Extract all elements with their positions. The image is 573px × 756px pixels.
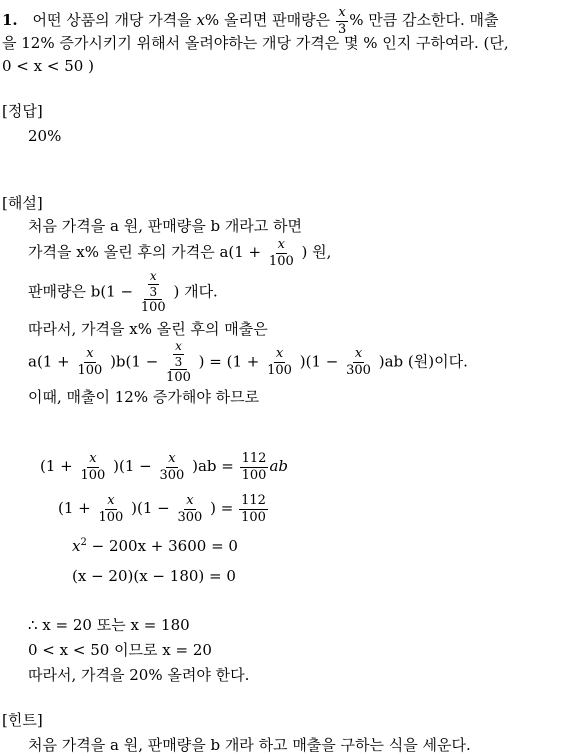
- exp-l5-a: a(1 +: [28, 352, 70, 371]
- problem-line-2: 을 12% 증가시키기 위해서 올려야하는 개당 가격은 몇 % 인지 구하여라. (단,: [2, 34, 509, 52]
- explanation-header: [해설]: [2, 194, 43, 212]
- exp-l5-f1-num: x: [86, 346, 94, 362]
- explanation-line-6: 이때, 매출이 12% 증가해야 하므로: [28, 388, 260, 406]
- exp-l3-b: ) 개다.: [173, 282, 218, 301]
- eq1-frac-2: [158, 452, 187, 482]
- exp-l5-f2-inner: [173, 340, 185, 368]
- problem-text-1a: 어떤 상품의 개당 가격을: [32, 11, 192, 30]
- hint-header: [힌트]: [2, 711, 43, 729]
- exp-l5-e: )ab (원)이다.: [378, 352, 468, 371]
- explanation-line-3: [28, 270, 218, 315]
- exp-l3-frac: [139, 270, 168, 315]
- explanation-line-1: 처음 가격을 a 원, 판매량을 b 개라고 하면: [28, 217, 303, 235]
- eq2-frac-2: [176, 494, 205, 524]
- equation-2: [58, 494, 269, 524]
- problem-text-1c: % 만큼 감소한다. 매출: [349, 11, 499, 30]
- conclusion-1: ∴ x = 20 또는 x = 180: [28, 616, 190, 634]
- exp-l5-f3-num: x: [275, 346, 284, 362]
- eq3-rest: − 200x + 3600 = 0: [86, 537, 238, 555]
- exp-l2-den: 100: [268, 253, 294, 269]
- exp-l5-c: ) = (1 +: [198, 352, 260, 371]
- explanation-line-4: 따라서, 가격을 x% 올린 후의 매출은: [28, 320, 268, 338]
- eq2-frac-1: [97, 494, 126, 524]
- exp-l5-f2-num: [170, 340, 188, 370]
- exp-l5-f2-num-top: x: [175, 339, 182, 353]
- exp-l5-d: )(1 −: [299, 352, 339, 371]
- eq1-f2-num: x: [168, 451, 176, 466]
- eq2-f1-num: x: [107, 493, 115, 508]
- exp-l5-f4-num: x: [354, 346, 363, 362]
- problem-fraction: [336, 6, 348, 36]
- exp-l5-f2-num-bot: 3: [174, 354, 183, 369]
- exp-l5-f3-den: 100: [267, 362, 292, 378]
- eq2-a: (1 +: [58, 499, 91, 518]
- exp-l3-den: 100: [140, 300, 166, 316]
- eq2-f3-num: 112: [241, 493, 266, 508]
- exp-l5-f1-den: 100: [77, 362, 103, 378]
- eq2-f1-den: 100: [98, 509, 124, 525]
- equation-4: (x − 20)(x − 180) = 0: [72, 567, 236, 585]
- equation-3: [72, 538, 238, 554]
- problem-line-3: 0 < x < 50 ): [2, 57, 94, 75]
- conclusion-2: 0 < x < 50 이므로 x = 20: [28, 641, 212, 659]
- problem-line-1: [2, 6, 498, 36]
- answer-header: [정답]: [2, 102, 43, 120]
- eq1-f1-den: 100: [80, 467, 106, 483]
- eq1-c: )ab =: [192, 457, 234, 476]
- exp-l5-frac-4: [344, 347, 373, 377]
- problem-text-1b: % 올리면 판매량은: [204, 11, 331, 30]
- eq1-f2-den: 300: [159, 467, 185, 483]
- exp-l5-b: )b(1 −: [110, 352, 159, 371]
- exp-l3-num-bot: 3: [149, 284, 158, 299]
- exp-l3-inner-frac: [147, 270, 159, 298]
- eq1-frac-3: [240, 452, 269, 482]
- problem-frac-den: 3: [337, 21, 347, 37]
- conclusion-3: 따라서, 가격을 20% 올려야 한다.: [28, 666, 250, 684]
- exp-l3-num-top: x: [149, 269, 157, 283]
- exp-l5-f2-den: 100: [166, 370, 191, 386]
- eq1-a: (1 +: [40, 457, 73, 476]
- eq1-b: )(1 −: [113, 457, 152, 476]
- equation-1: [40, 452, 288, 482]
- eq1-f3-num: 112: [241, 451, 267, 466]
- problem-var-x: x: [196, 11, 205, 30]
- exp-l3-num: [144, 270, 162, 300]
- eq1-frac-1: [79, 452, 108, 482]
- exp-l5-frac-2: [164, 340, 193, 385]
- eq3-x: x: [72, 537, 81, 555]
- exp-l2-num: x: [277, 237, 285, 252]
- exp-l3-a: 판매량은 b(1 −: [28, 282, 134, 301]
- eq3-exponent: 2: [80, 537, 87, 548]
- explanation-line-5: [28, 340, 468, 385]
- eq2-f2-num: x: [186, 493, 194, 508]
- eq2-frac-3: [239, 494, 268, 524]
- eq2-c: ) =: [210, 499, 234, 518]
- eq2-f3-den: 100: [241, 509, 266, 525]
- eq1-f3-den: 100: [241, 467, 267, 483]
- eq1-f1-num: x: [89, 451, 97, 466]
- exp-l2-frac: [267, 238, 296, 268]
- problem-frac-num: x: [338, 5, 346, 20]
- exp-l5-f4-den: 300: [346, 362, 371, 378]
- exp-l2-a: 가격을 x% 올린 후의 가격은 a(1 +: [28, 243, 262, 262]
- problem-number: 1.: [2, 11, 18, 30]
- exp-l5-frac-1: [75, 347, 104, 377]
- eq2-f2-den: 300: [177, 509, 203, 525]
- eq2-b: )(1 −: [131, 499, 170, 518]
- exp-l2-b: ) 원,: [301, 243, 332, 262]
- hint-text: 처음 가격을 a 원, 판매량을 b 개라 하고 매출을 구하는 식을 세운다.: [28, 736, 471, 754]
- exp-l5-frac-3: [265, 347, 294, 377]
- answer-value: 20%: [28, 127, 62, 145]
- eq1-d: ab: [269, 457, 288, 476]
- explanation-line-2: [28, 238, 331, 268]
